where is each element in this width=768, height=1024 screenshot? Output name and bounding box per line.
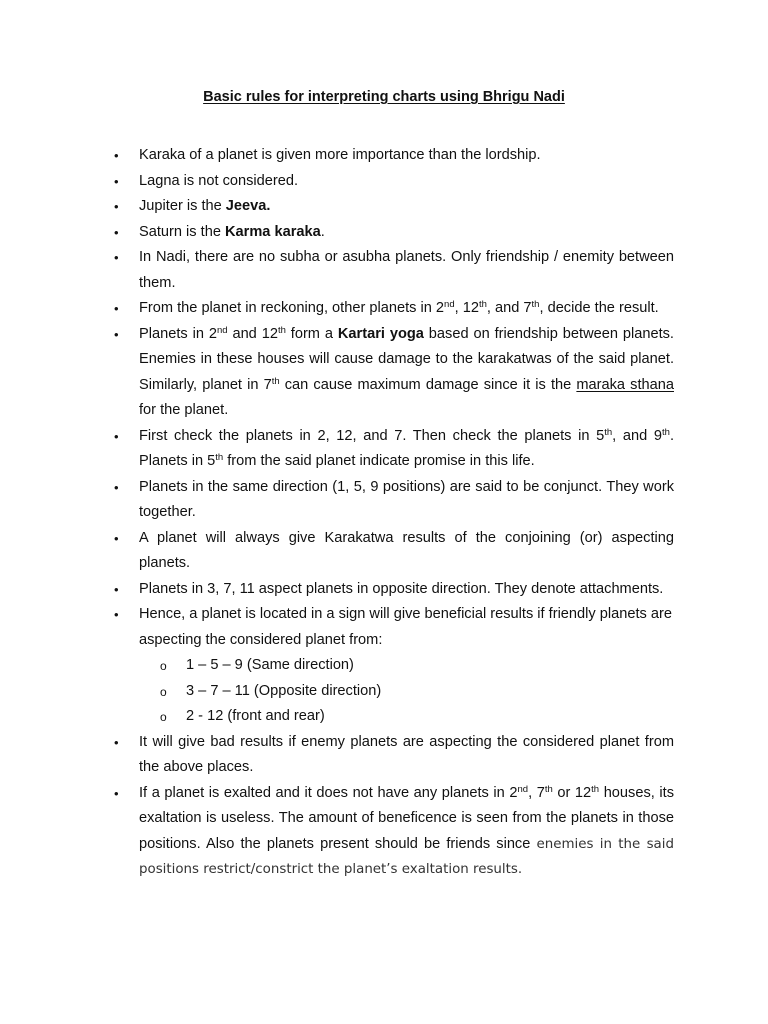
sub-bullet-marker: o bbox=[160, 659, 167, 673]
list-item: • From the planet in reckoning, other planets in 2nd, 12th, and 7th, decide the result. bbox=[0, 296, 768, 322]
document-title: Basic rules for interpreting charts using Bhrigu Nadi bbox=[203, 89, 565, 105]
list-item: • Hence, a planet is located in a sign will give beneficial results if friendly planets are aspecting the considered planet from: o 1 – 5 – 9 (Same direction) o 3 – 7 – 11 (Opposite direction) o 2 - 12 (front and rear) bbox=[0, 602, 768, 730]
bullet-marker: • bbox=[114, 607, 119, 622]
list-item: • Karaka of a planet is given more importance than the lordship. bbox=[0, 143, 768, 169]
list-item: • Lagna is not considered. bbox=[0, 169, 768, 195]
list-item: • If a planet is exalted and it does not have any planets in 2nd, 7th or 12th houses, its exaltation is useless. The amount of beneficence is seen from the planets in those positions. Also the planets present should be friends since enemies in the said positions restrict/constrict the planet’s exaltation results. bbox=[0, 781, 768, 883]
list-item: • Planets in 2nd and 12th form a Kartari yoga based on friendship between planets. Enemies in these houses will cause damage to the karakatwas of the said planet. Similarly, planet in 7th can cause maximum damage since it is the maraka sthana for the planet. bbox=[0, 322, 768, 424]
bullet-marker: • bbox=[114, 199, 119, 214]
bullet-marker: • bbox=[114, 224, 119, 240]
bullet-marker: • bbox=[114, 479, 119, 495]
bullet-marker: • bbox=[114, 530, 119, 546]
bullet-marker: • bbox=[114, 326, 119, 342]
bullet-marker: • bbox=[114, 581, 119, 597]
list-item: • It will give bad results if enemy planets are aspecting the considered planet from the above places. bbox=[0, 730, 768, 781]
list-item: • In Nadi, there are no subha or asubha planets. Only friendship / enemity between them. bbox=[0, 245, 768, 296]
bullet-marker: • bbox=[114, 428, 119, 444]
bullet-marker: • bbox=[114, 734, 119, 750]
bold-term: Kartari yoga bbox=[337, 325, 424, 342]
bullet-marker: • bbox=[114, 785, 119, 801]
list-item: • First check the planets in 2, 12, and 7. Then check the planets in 5th, and 9th. Planets in 5th from the said planet indicate promise in this life. bbox=[0, 424, 768, 475]
bullet-marker: • bbox=[114, 250, 119, 265]
bold-term: Karma karaka bbox=[225, 223, 321, 240]
sub-list-item: o 3 – 7 – 11 (Opposite direction) bbox=[0, 679, 674, 705]
underlined-term: maraka sthana bbox=[576, 376, 674, 393]
sub-bullet-marker: o bbox=[160, 684, 167, 699]
sub-bullet-marker: o bbox=[160, 710, 167, 724]
sub-list-item: o 1 – 5 – 9 (Same direction) bbox=[0, 653, 674, 679]
bold-term: Jeeva. bbox=[225, 198, 271, 214]
sub-list-item: o 2 - 12 (front and rear) bbox=[0, 704, 674, 730]
bullet-marker: • bbox=[114, 173, 119, 189]
rules-list bbox=[0, 143, 768, 883]
list-item: • Jupiter is the Jeeva. bbox=[0, 194, 768, 220]
sub-list bbox=[139, 653, 674, 730]
list-item: • Saturn is the Karma karaka. bbox=[0, 220, 768, 246]
list-item: • A planet will always give Karakatwa results of the conjoining (or) aspecting planets. bbox=[0, 526, 768, 577]
bullet-marker: • bbox=[114, 301, 119, 316]
list-item: • Planets in 3, 7, 11 aspect planets in opposite direction. They denote attachments. bbox=[0, 577, 768, 603]
list-item: • Planets in the same direction (1, 5, 9 positions) are said to be conjunct. They work together. bbox=[0, 475, 768, 526]
bullet-marker: • bbox=[114, 148, 119, 163]
